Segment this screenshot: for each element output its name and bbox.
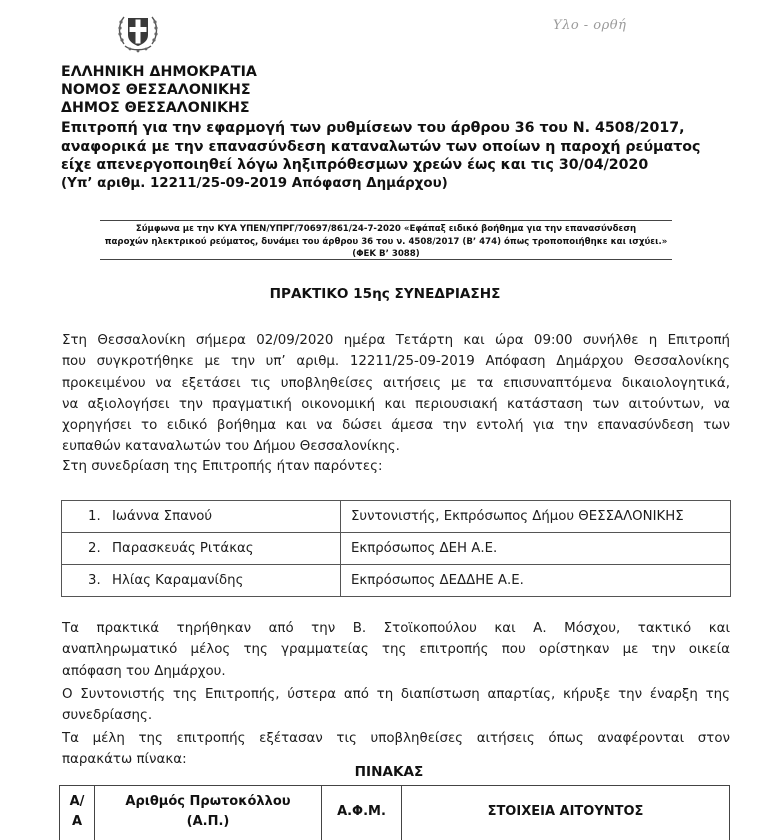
prefecture-heading: ΝΟΜΟΣ ΘΕΣΣΑΛΟΝΙΚΗΣ (61, 81, 251, 99)
paragraph-line: συνεδρίασης. (62, 705, 730, 726)
table-row (62, 501, 731, 533)
municipality-heading: ΔΗΜΟΣ ΘΕΣΣΑΛΟΝΙΚΗΣ (61, 99, 250, 117)
paragraph-line: Ο Συντονιστής της Επιτροπής, ύστερα από τη διαπίστωση απαρτίας, κήρυξε την έναρξη της (62, 684, 730, 705)
attendee-role: Εκπρόσωπος ΔΕΗ Α.Ε. (341, 533, 731, 565)
kya-line: Σύμφωνα με την ΚΥΑ ΥΠΕΝ/ΥΠΡΓ/70697/861/24-7-2020 «Εφάπαξ ειδικό βοήθημα για την επανασύνδεση (100, 223, 672, 236)
attendee-number: 3. (88, 573, 112, 588)
table-title: ΠΙΝΑΚΑΣ (0, 764, 770, 780)
column-header-afm: Α.Φ.Μ. (322, 786, 402, 840)
column-header-protocol (95, 786, 322, 840)
paragraph-line: χορηγήσει το ειδικό βοήθημα και να δώσει άμεσα την εντολή για την επανασύνδεση των (62, 415, 730, 436)
attendee-number: 1. (88, 509, 112, 524)
kya-reference-box (100, 220, 672, 260)
republic-heading: ΕΛΛΗΝΙΚΗ ΔΗΜΟΚΡΑΤΙΑ (61, 63, 257, 81)
header-text: Α (72, 814, 82, 829)
attendees-table (61, 500, 731, 597)
attendee-name: Ιωάννα Σπανού (112, 509, 212, 524)
minutes-title: ΠΡΑΚΤΙΚΟ 15ης ΣΥΝΕΔΡΙΑΣΗΣ (0, 286, 770, 302)
header-text: Α/ (70, 794, 85, 809)
attendee-name-cell (62, 565, 341, 597)
header-text: (Α.Π.) (187, 814, 230, 829)
table-header-row (60, 786, 730, 840)
paragraph-line: να αξιολογήσει την πραγματική οικονομική και περιουσιακή κατάσταση των αιτούντων, να (62, 394, 730, 415)
attendee-name: Ηλίας Καραμανίδης (112, 573, 243, 588)
paragraph-line: παρακάτω πίνακα: (62, 749, 730, 770)
paragraph-line: Τα μέλη της επιτροπής εξέτασαν τις υποβληθείσες αιτήσεις όπως αναφέρονται στον (62, 728, 730, 749)
kya-line: παροχών ηλεκτρικού ρεύματος, δυνάμει του άρθρου 36 του ν. 4508/2017 (Β’ 474) όπως τροποποιήθηκε και ισχύει.» (100, 236, 672, 249)
paragraph-line: Στη Θεσσαλονίκη σήμερα 02/09/2020 ημέρα Τετάρτη και ώρα 09:00 συνήλθε η Επιτροπή (62, 330, 730, 351)
paragraph-line: αναπληρωματικό μέλος της γραμματείας της επιτροπής που ορίστηκαν με την οικεία (62, 639, 730, 660)
table-row (62, 533, 731, 565)
quorum-paragraph (62, 684, 730, 727)
attendee-name-cell (62, 533, 341, 565)
attendee-name-cell (62, 501, 341, 533)
paragraph-line: ευπαθών καταναλωτών του Δήμου Θεσσαλονίκης. (62, 436, 730, 457)
paragraph-line: Στη συνεδρίαση της Επιτροπής ήταν παρόντες: (62, 456, 730, 477)
paragraph-line: που συγκροτήθηκε με την υπ’ αριθμ. 12211/25-09-2019 Απόφαση Δημάρχου Θεσσαλονίκης (62, 351, 730, 372)
kya-line: (ΦΕΚ Β’ 3088) (100, 248, 672, 260)
column-header-applicant: ΣΤΟΙΧΕΙΑ ΑΙΤΟΥΝΤΟΣ (402, 786, 730, 840)
table-row (62, 565, 731, 597)
header-text: Αριθμός Πρωτοκόλλου (125, 794, 290, 809)
attendee-number: 2. (88, 541, 112, 556)
attendee-role: Εκπρόσωπος ΔΕΔΔΗΕ Α.Ε. (341, 565, 731, 597)
handwritten-note: Υλο - ορθή (553, 18, 626, 33)
committee-line: Επιτροπή για την εφαρμογή των ρυθμίσεων του άρθρου 36 του Ν. 4508/2017, (61, 119, 741, 138)
paragraph-line: Τα πρακτικά τηρήθηκαν από την Β. Στοϊκοπούλου και Α. Μόσχου, τακτικό και (62, 618, 730, 639)
intro-paragraph (62, 330, 730, 458)
greek-coat-of-arms-icon (115, 8, 161, 54)
column-header-aa (60, 786, 95, 840)
committee-description (61, 119, 741, 193)
secretaries-paragraph (62, 618, 730, 682)
decision-reference: (Υπ’ αριθμ. 12211/25-09-2019 Απόφαση Δημάρχου) (61, 175, 741, 194)
committee-line: αναφορικά με την επανασύνδεση καταναλωτών των οποίων η παροχή ρεύματος (61, 138, 741, 157)
paragraph-line: απόφαση του Δημάρχου. (62, 661, 730, 682)
committee-line: είχε απενεργοποιηθεί λόγω ληξιπρόθεσμων χρεών έως και τις 30/04/2020 (61, 156, 741, 175)
paragraph-line: προκειμένου να εξετάσει τις υποβληθείσες αιτήσεις με τα επισυναπτόμενα δικαιολογητικά, (62, 373, 730, 394)
attendance-intro (62, 456, 730, 477)
attendee-role: Συντονιστής, Εκπρόσωπος Δήμου ΘΕΣΣΑΛΟΝΙΚΗΣ (341, 501, 731, 533)
attendee-name: Παρασκευάς Ριτάκας (112, 541, 254, 556)
applications-table (59, 785, 730, 840)
